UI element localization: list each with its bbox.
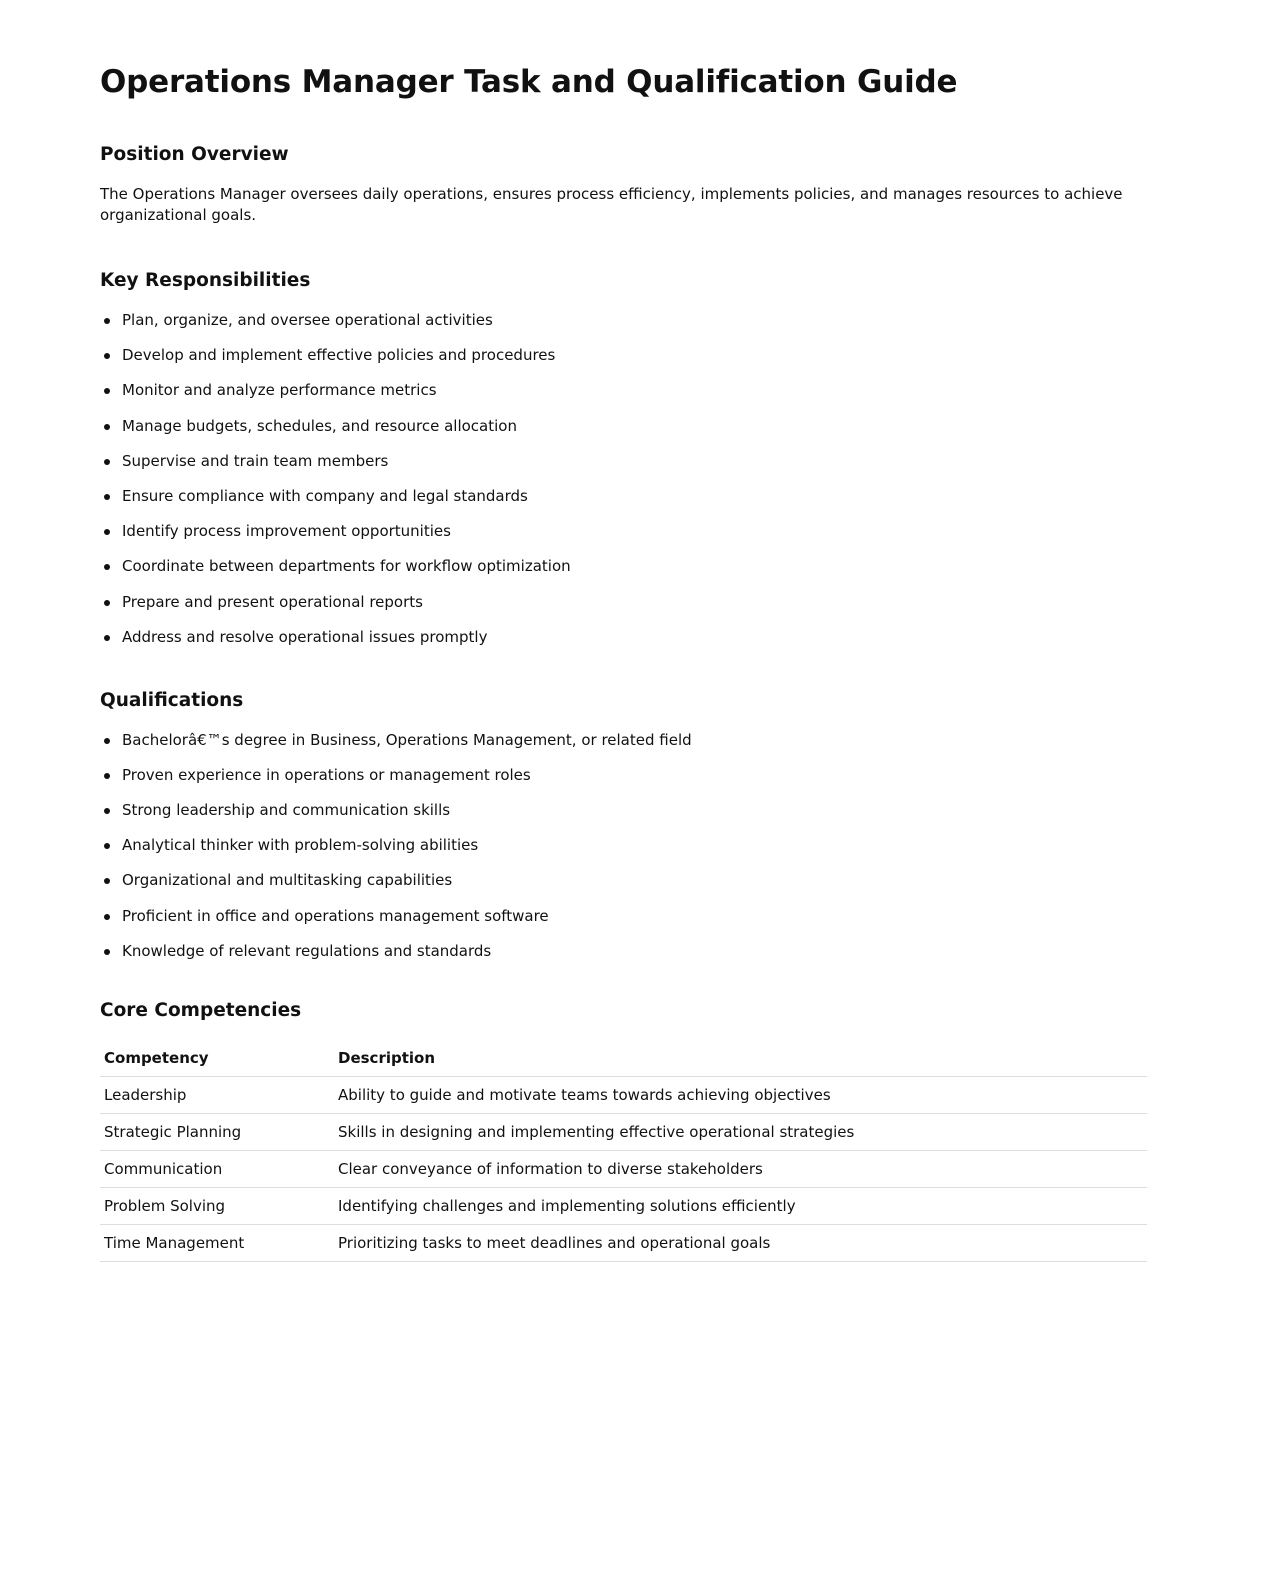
list-item-text: Identify process improvement opportunities bbox=[122, 522, 451, 541]
description-cell: Prioritizing tasks to meet deadlines and operational goals bbox=[334, 1224, 1147, 1261]
description-cell: Skills in designing and implementing effective operational strategies bbox=[334, 1113, 1147, 1150]
list-item-text: Monitor and analyze performance metrics bbox=[122, 381, 437, 400]
qualifications-list bbox=[100, 730, 1147, 962]
responsibilities-section bbox=[100, 268, 1147, 648]
description-cell: Clear conveyance of information to diverse stakeholders bbox=[334, 1150, 1147, 1187]
bullet-icon bbox=[104, 635, 110, 641]
bullet-icon bbox=[104, 843, 110, 849]
bullet-icon bbox=[104, 494, 110, 500]
list-item bbox=[100, 730, 1147, 751]
list-item-text: Organizational and multitasking capabilities bbox=[122, 871, 453, 890]
table-row bbox=[100, 1224, 1147, 1261]
bullet-icon bbox=[104, 949, 110, 955]
list-item bbox=[100, 835, 1147, 856]
bullet-icon bbox=[104, 318, 110, 324]
list-item bbox=[100, 486, 1147, 507]
list-item-text: Address and resolve operational issues promptly bbox=[122, 627, 488, 646]
description-cell: Ability to guide and motivate teams towards achieving objectives bbox=[334, 1076, 1147, 1113]
bullet-icon bbox=[104, 529, 110, 535]
list-item bbox=[100, 416, 1147, 437]
column-header-competency: Competency bbox=[100, 1040, 334, 1077]
list-item bbox=[100, 765, 1147, 786]
page-title: Operations Manager Task and Qualification Guide bbox=[100, 64, 958, 100]
list-item-text: Manage budgets, schedules, and resource allocation bbox=[122, 416, 517, 435]
bullet-icon bbox=[104, 600, 110, 606]
bullet-icon bbox=[104, 914, 110, 920]
list-item-text: Prepare and present operational reports bbox=[122, 592, 423, 611]
list-item bbox=[100, 380, 1147, 401]
list-item bbox=[100, 521, 1147, 542]
qualifications-section bbox=[100, 688, 1147, 962]
bullet-icon bbox=[104, 564, 110, 570]
table-row bbox=[100, 1076, 1147, 1113]
competency-cell: Strategic Planning bbox=[100, 1113, 334, 1150]
bullet-icon bbox=[104, 738, 110, 744]
list-item-text: Bachelorâ€™s degree in Business, Operations Management, or related field bbox=[122, 730, 692, 749]
list-item bbox=[100, 941, 1147, 962]
list-item bbox=[100, 906, 1147, 927]
list-item-text: Coordinate between departments for workflow optimization bbox=[122, 557, 571, 576]
overview-text: The Operations Manager oversees daily operations, ensures process efficiency, implements policies, and manages resources to achieve organizational goals. bbox=[100, 185, 1123, 224]
list-item bbox=[100, 556, 1147, 577]
competencies-table bbox=[100, 1040, 1147, 1262]
description-cell: Identifying challenges and implementing solutions efficiently bbox=[334, 1187, 1147, 1224]
competencies-heading: Core Competencies bbox=[100, 999, 302, 1021]
competency-cell: Communication bbox=[100, 1150, 334, 1187]
list-item-text: Proven experience in operations or management roles bbox=[122, 765, 531, 784]
table-header-row bbox=[100, 1040, 1147, 1077]
qualifications-heading: Qualifications bbox=[100, 689, 244, 711]
list-item-text: Supervise and train team members bbox=[122, 451, 389, 470]
list-item bbox=[100, 870, 1147, 891]
list-item bbox=[100, 310, 1147, 331]
bullet-icon bbox=[104, 353, 110, 359]
competency-cell: Time Management bbox=[100, 1224, 334, 1261]
bullet-icon bbox=[104, 773, 110, 779]
list-item bbox=[100, 592, 1147, 613]
competency-cell: Leadership bbox=[100, 1076, 334, 1113]
responsibilities-list bbox=[100, 310, 1147, 648]
list-item-text: Strong leadership and communication skills bbox=[122, 801, 451, 820]
bullet-icon bbox=[104, 388, 110, 394]
list-item-text: Analytical thinker with problem-solving abilities bbox=[122, 836, 479, 855]
competencies-section bbox=[100, 998, 1147, 1262]
list-item bbox=[100, 627, 1147, 648]
table-row bbox=[100, 1150, 1147, 1187]
bullet-icon bbox=[104, 808, 110, 814]
overview-section bbox=[100, 142, 1147, 226]
list-item-text: Plan, organize, and oversee operational activities bbox=[122, 311, 493, 329]
competency-cell: Problem Solving bbox=[100, 1187, 334, 1224]
list-item bbox=[100, 345, 1147, 366]
list-item bbox=[100, 451, 1147, 472]
overview-heading: Position Overview bbox=[100, 144, 289, 165]
list-item-text: Develop and implement effective policies and procedures bbox=[122, 346, 556, 365]
list-item bbox=[100, 800, 1147, 821]
column-header-description: Description bbox=[334, 1040, 1147, 1077]
responsibilities-heading: Key Responsibilities bbox=[100, 270, 311, 291]
list-item-text: Proficient in office and operations management software bbox=[122, 906, 549, 925]
table-row bbox=[100, 1187, 1147, 1224]
list-item-text: Ensure compliance with company and legal standards bbox=[122, 486, 528, 505]
bullet-icon bbox=[104, 459, 110, 465]
bullet-icon bbox=[104, 424, 110, 430]
bullet-icon bbox=[104, 878, 110, 884]
list-item-text: Knowledge of relevant regulations and standards bbox=[122, 941, 492, 960]
table-row bbox=[100, 1113, 1147, 1150]
